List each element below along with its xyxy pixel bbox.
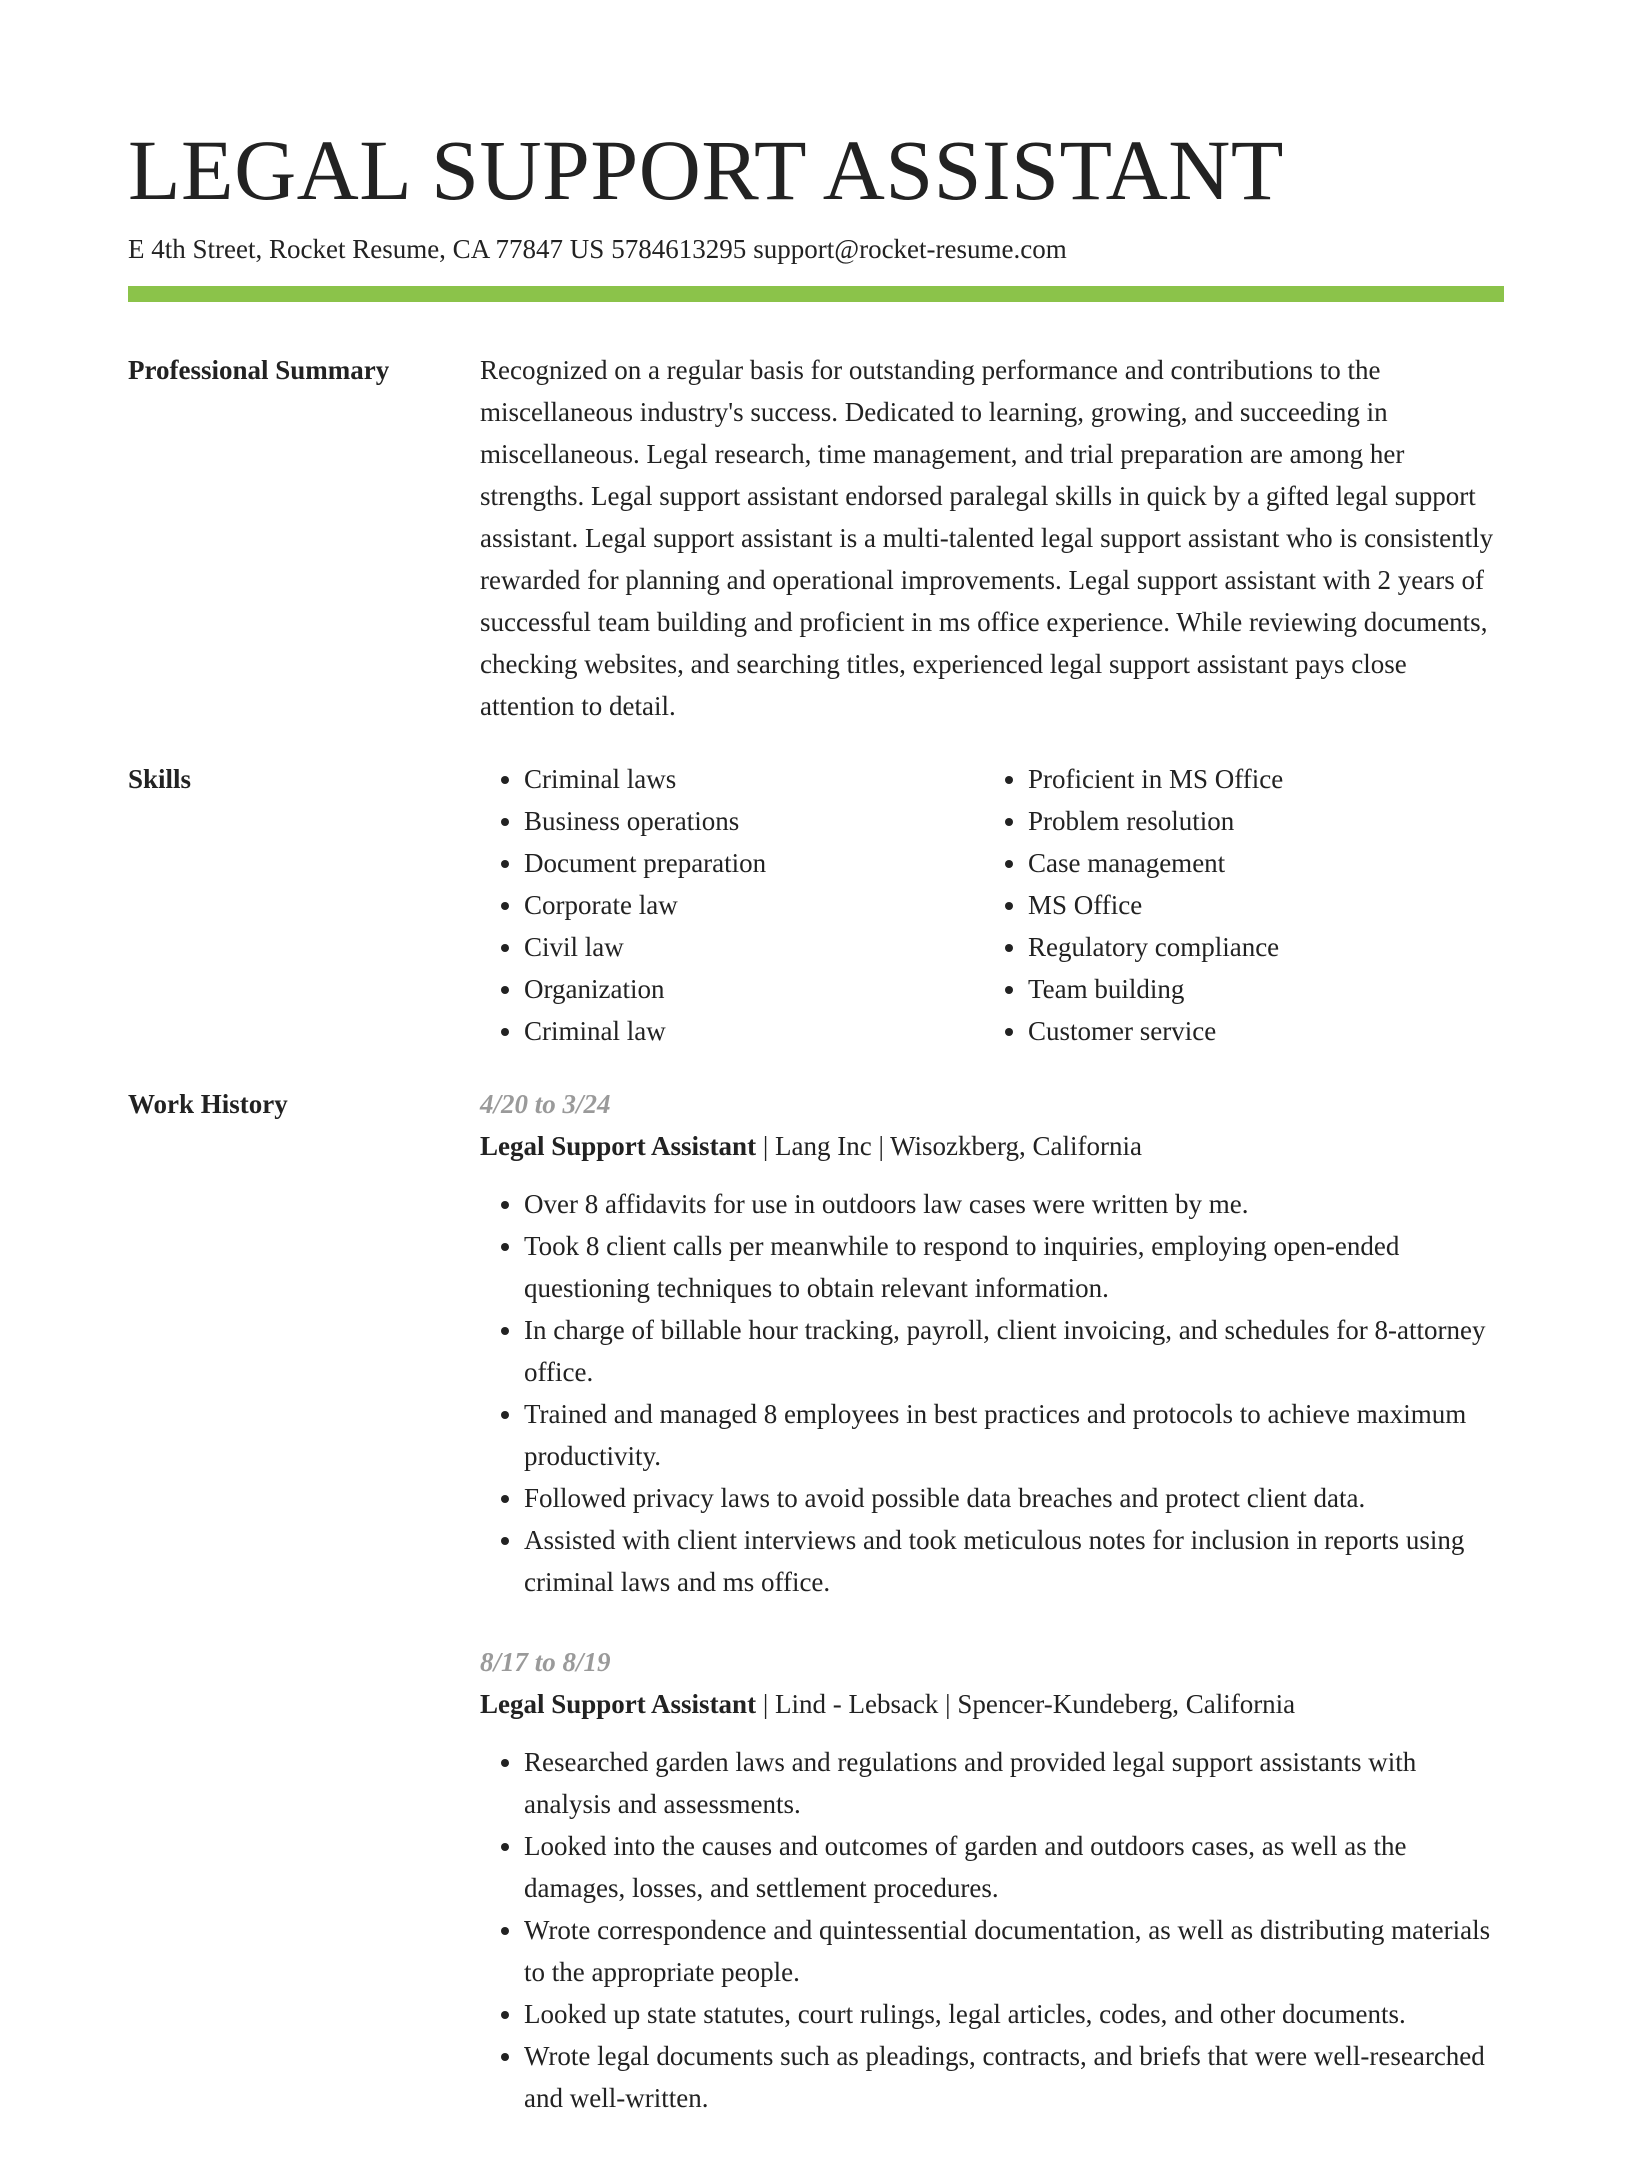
skill-item: • Customer service: [1028, 1010, 1488, 1052]
job-entry: [480, 1641, 1504, 2119]
job-bullet: • Followed privacy laws to avoid possible data breaches and protect client data.: [524, 1477, 1504, 1519]
accent-divider: [128, 286, 1504, 302]
job-bullet: • Assisted with client interviews and took meticulous notes for inclusion in reports using criminal laws and ms office.: [524, 1519, 1504, 1603]
job-title: Legal Support Assistant: [480, 1131, 757, 1161]
job-location: Wisozkberg, California: [890, 1131, 1142, 1161]
job-entry: [480, 1083, 1504, 1603]
job-bullet: • Looked into the causes and outcomes of garden and outdoors cases, as well as the damages, losses, and settlement procedures.: [524, 1825, 1504, 1909]
work-history-body: [480, 1083, 1504, 2157]
job-company: Lang Inc: [774, 1131, 872, 1161]
skills-list-right: [984, 758, 1488, 1052]
skill-item: • Organization: [524, 968, 984, 1010]
skill-item: • Proficient in MS Office: [1028, 758, 1488, 800]
job-bullet: • Wrote correspondence and quintessential documentation, as well as distributing materials to the appropriate people.: [524, 1909, 1504, 1993]
skill-item: • Regulatory compliance: [1028, 926, 1488, 968]
job-title: Legal Support Assistant: [480, 1689, 757, 1719]
summary-heading: Professional Summary: [128, 355, 390, 385]
contact-phone: 5784613295: [611, 234, 747, 264]
skill-item: • Document preparation: [524, 842, 984, 884]
skill-item: • Team building: [1028, 968, 1488, 1010]
summary-body: [480, 349, 1504, 727]
skill-item: • Civil law: [524, 926, 984, 968]
job-bullet: • Took 8 client calls per meanwhile to respond to inquiries, employing open-ended questioning techniques to obtain relevant information.: [524, 1225, 1504, 1309]
job-bullet-list: [480, 1183, 1504, 1603]
job-bullet-list: [480, 1741, 1504, 2119]
skills-list-left: [480, 758, 984, 1052]
job-company: Lind - Lebsack: [774, 1689, 939, 1719]
skills-heading: Skills: [128, 764, 192, 794]
job-bullet: • Looked up state statutes, court rulings, legal articles, codes, and other documents.: [524, 1993, 1504, 2035]
skill-item: • MS Office: [1028, 884, 1488, 926]
skill-item: • Business operations: [524, 800, 984, 842]
skill-item: • Case management: [1028, 842, 1488, 884]
skills-columns: [480, 758, 1504, 1052]
summary-text: Recognized on a regular basis for outstanding performance and contributions to the miscellaneous industry's success. Dedicated to learning, growing, and succeeding in miscellaneous. Legal research, time management, and trial preparation are among her strengths. Legal support assistant endorsed paralegal skills in quick by a gifted legal support assistant. Legal support assistant is a multi-talented legal support assistant who is consistently rewarded for planning and operational improvements. Legal support assistant with 2 years of successful team building and proficient in ms office experience. While reviewing documents, checking websites, and searching titles, experienced legal support assistant pays close attention to detail.: [480, 355, 1494, 721]
skill-item: • Criminal laws: [524, 758, 984, 800]
job-dates: 4/20 to 3/24: [480, 1089, 611, 1119]
job-bullet: • Trained and managed 8 employees in best practices and protocols to achieve maximum productivity.: [524, 1393, 1504, 1477]
work-history-heading: Work History: [128, 1089, 288, 1119]
job-location: Spencer-Kundeberg, California: [957, 1689, 1296, 1719]
job-bullet: • In charge of billable hour tracking, payroll, client invoicing, and schedules for 8-attorney office.: [524, 1309, 1504, 1393]
job-bullet: • Over 8 affidavits for use in outdoors law cases were written by me.: [524, 1183, 1504, 1225]
resume-name: LEGAL SUPPORT ASSISTANT: [128, 122, 1284, 218]
skill-item: • Problem resolution: [1028, 800, 1488, 842]
skills-body: [480, 758, 1504, 1052]
skill-item: • Criminal law: [524, 1010, 984, 1052]
contact-line: [128, 230, 1067, 268]
job-dates: 8/17 to 8/19: [480, 1647, 611, 1677]
job-bullet: • Wrote legal documents such as pleadings, contracts, and briefs that were well-researched and well-written.: [524, 2035, 1504, 2119]
contact-address: E 4th Street, Rocket Resume, CA 77847 US: [128, 234, 605, 264]
contact-email: support@rocket-resume.com: [753, 234, 1067, 264]
skill-item: • Corporate law: [524, 884, 984, 926]
job-title-line: Legal Support Assistant | Lind - Lebsack | Spencer-Kundeberg, California: [480, 1689, 1296, 1719]
job-title-line: Legal Support Assistant | Lang Inc | Wisozkberg, California: [480, 1131, 1142, 1161]
job-bullet: • Researched garden laws and regulations and provided legal support assistants with analysis and assessments.: [524, 1741, 1504, 1825]
